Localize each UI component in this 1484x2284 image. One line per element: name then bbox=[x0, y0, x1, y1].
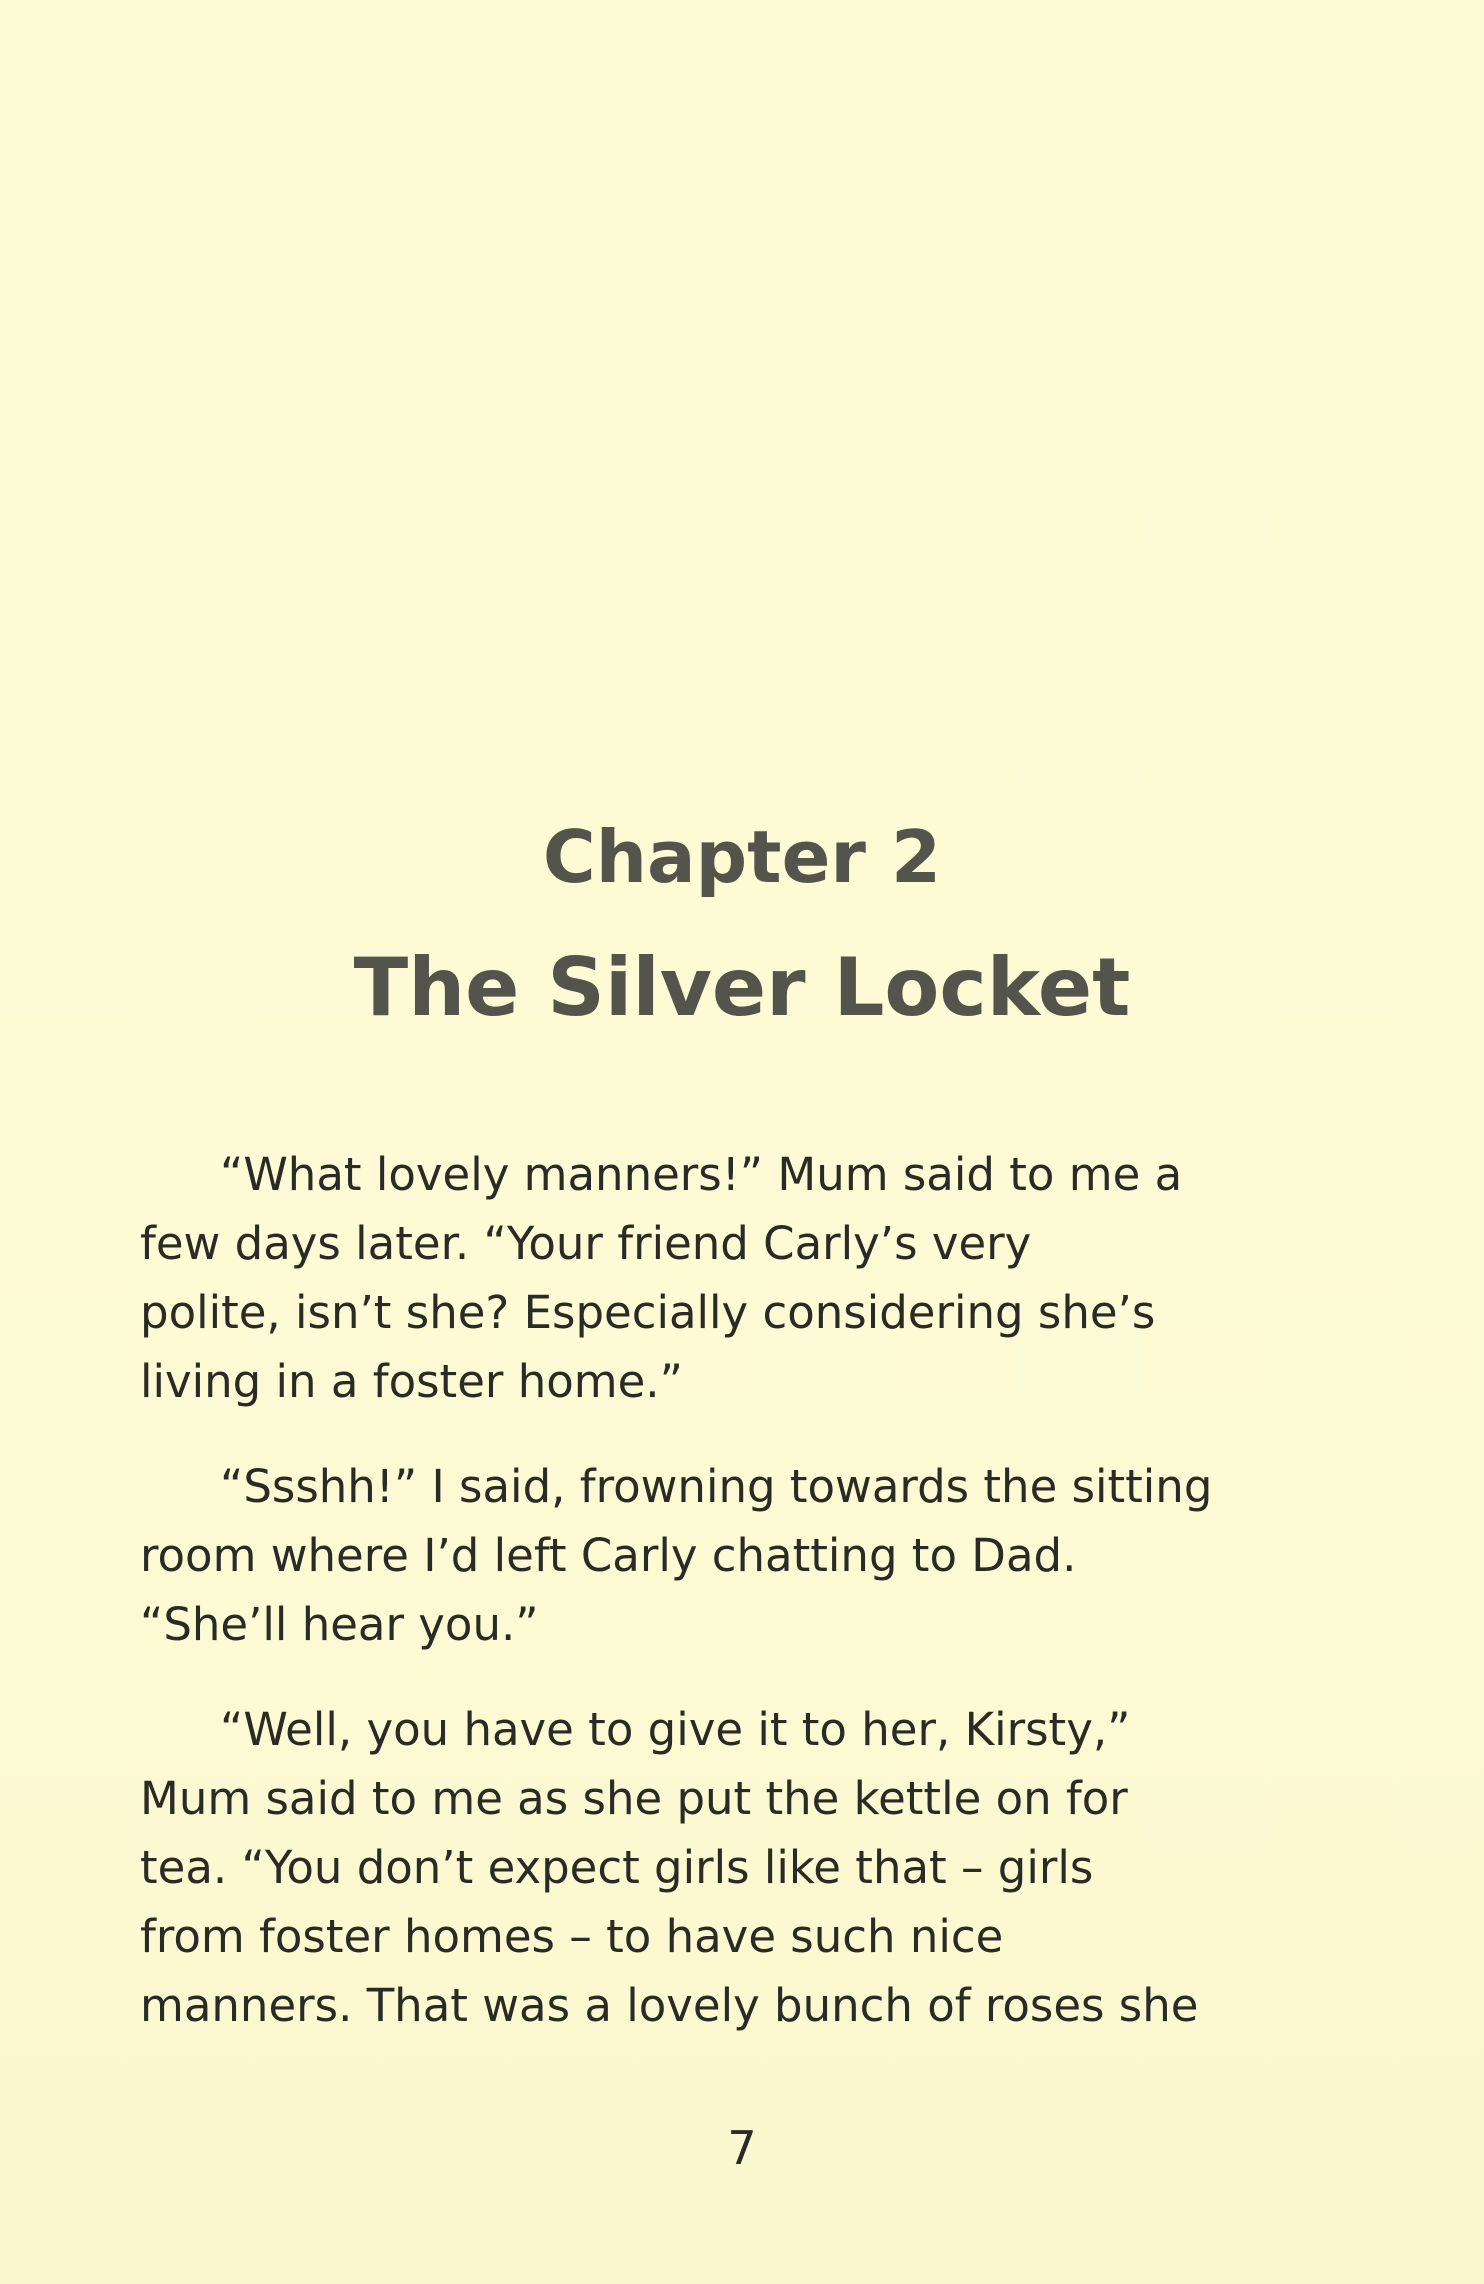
page-number: 7 bbox=[727, 2121, 757, 2175]
paragraph-2 bbox=[140, 1452, 1380, 1659]
text-line: manners. That was a lovely bunch of roses she bbox=[140, 1979, 1199, 2032]
text-line: “Well, you have to give it to her, Kirsty,” bbox=[220, 1703, 1131, 1756]
paragraph-1 bbox=[140, 1140, 1380, 1416]
paragraph-3 bbox=[140, 1695, 1380, 2040]
text-line: Mum said to me as she put the kettle on for bbox=[140, 1772, 1128, 1825]
text-line: “Ssshh!” I said, frowning towards the sitting bbox=[220, 1460, 1213, 1513]
chapter-title: The Silver Locket bbox=[353, 941, 1131, 1034]
text-line: polite, isn’t she? Especially considering she’s bbox=[140, 1286, 1156, 1339]
chapter-body bbox=[140, 1140, 1380, 2076]
text-line: “What lovely manners!” Mum said to me a bbox=[220, 1148, 1183, 1201]
text-line: few days later. “Your friend Carly’s very bbox=[140, 1217, 1032, 1270]
text-line: from foster homes – to have such nice bbox=[140, 1910, 1004, 1963]
text-line: tea. “You don’t expect girls like that – girls bbox=[140, 1841, 1094, 1894]
text-line: living in a foster home.” bbox=[140, 1355, 683, 1408]
text-line: “She’ll hear you.” bbox=[140, 1598, 539, 1651]
chapter-number: Chapter 2 bbox=[542, 815, 942, 899]
text-line: room where I’d left Carly chatting to Dad. bbox=[140, 1529, 1077, 1582]
